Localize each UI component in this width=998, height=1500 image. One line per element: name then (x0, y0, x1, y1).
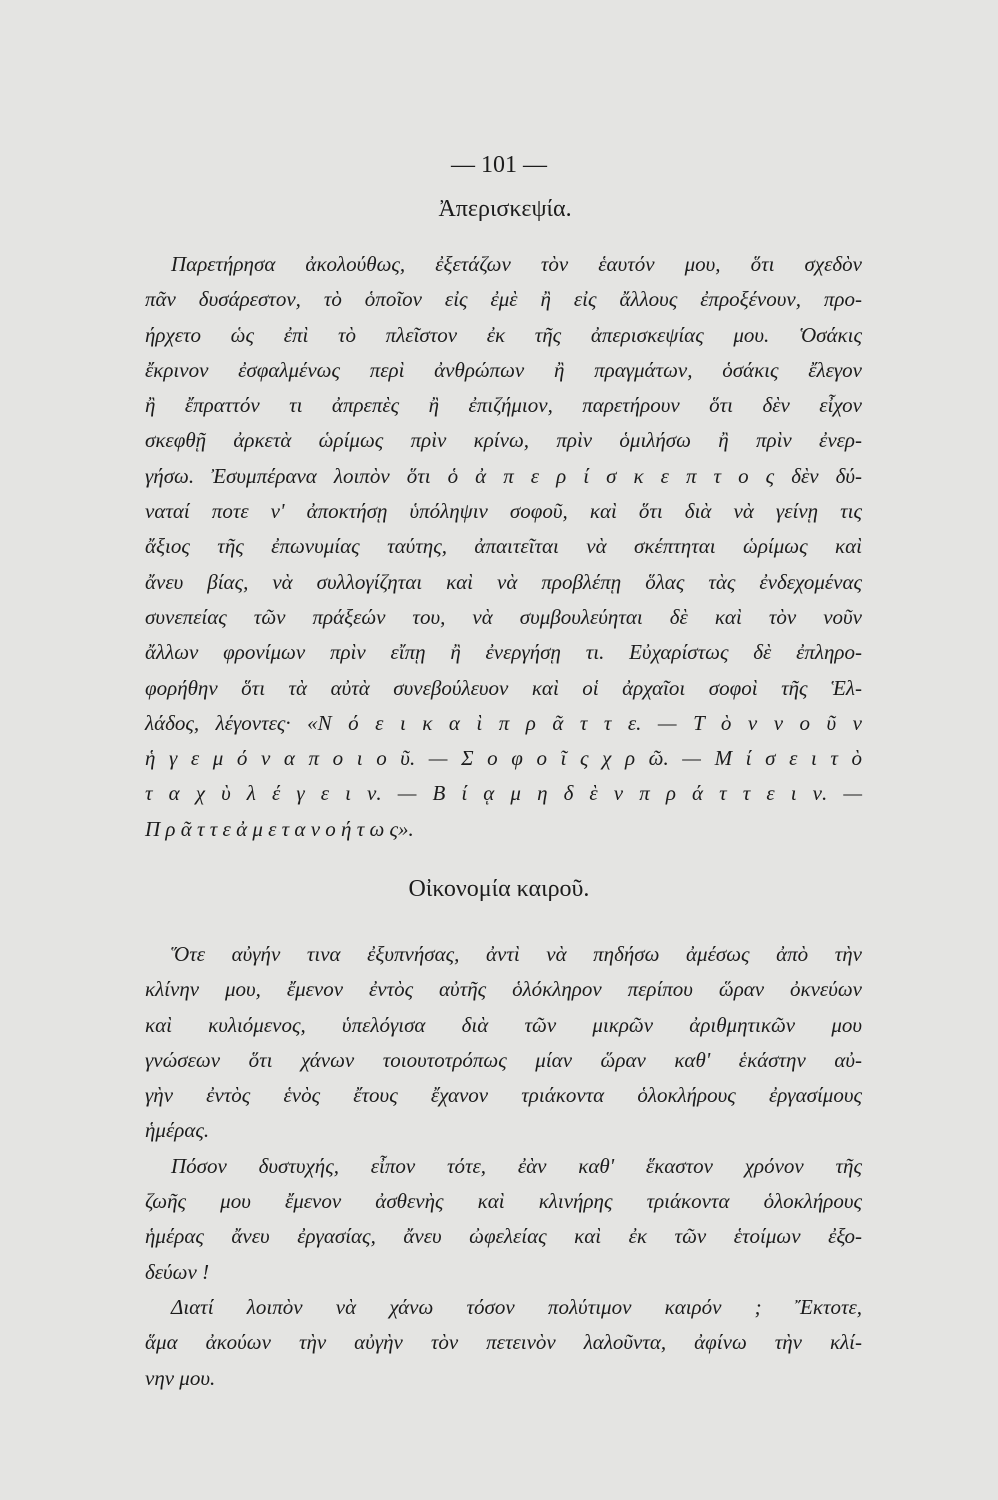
paragraph (145, 247, 862, 847)
text-line: ἄλλων φρονίμων πρὶν εἴπῃ ἢ ἐνεργήσῃ τι. Εὐχαρίστως δὲ ἐπληρο- (145, 640, 862, 665)
text-line: τ α χ ὺ λ έ γ ε ι ν. — Β ί ᾳ μ η δ ὲ ν π ρ ά τ τ ε ι ν. — (145, 781, 862, 806)
paragraph (145, 1290, 862, 1396)
text-line: ἡ γ ε μ ό ν α π ο ι ο ῦ. — Σ ο φ ο ῖ ς χ ρ ῶ. — Μ ί σ ε ι τ ὸ (145, 746, 862, 771)
text-line: γήσω. Ἐσυμπέρανα λοιπὸν ὅτι ὁ ἀ π ε ρ ί σ κ ε π τ ο ς δὲν δύ- (145, 463, 862, 488)
text-line: πᾶν δυσάρεστον, τὸ ὁποῖον εἰς ἐμὲ ἢ εἰς ἄλλους ἐπροξένουν, προ- (145, 287, 862, 312)
text-line: ἔκρινον ἐσφαλμένως περὶ ἀνθρώπων ἢ πραγμάτων, ὁσάκις ἔλεγον (145, 357, 862, 382)
text-line: ἄνευ βίας, νὰ συλλογίζηται καὶ νὰ προβλέπῃ ὅλας τὰς ἐνδεχομένας (145, 569, 862, 594)
text-line: συνεπείας τῶν πράξεών του, νὰ συμβουλεύηται δὲ καὶ τὸν νοῦν (145, 604, 862, 629)
section-body (145, 247, 862, 847)
text-line: ἅμα ἀκούων τὴν αὐγὴν τὸν πετεινὸν λαλοῦντα, ἀφίνω τὴν κλί- (145, 1330, 862, 1355)
text-line: ἢ ἔπραττόν τι ἀπρεπὲς ἢ ἐπιζήμιον, παρετήρουν ὅτι δὲν εἶχον (145, 393, 862, 418)
text-line: γνώσεων ὅτι χάνων τοιουτοτρόπως μίαν ὥραν καθ' ἑκάστην αὐ- (145, 1047, 862, 1072)
text-line: ἡμέρας. (145, 1118, 210, 1143)
text-line: Παρετήρησα ἀκολούθως, ἐξετάζων τὸν ἑαυτόν μου, ὅτι σχεδὸν (171, 252, 862, 276)
text-line: ἄξιος τῆς ἐπωνυμίας ταύτης, ἀπαιτεῖται νὰ σκέπτηται ὡρίμως καὶ (145, 534, 862, 559)
text-line: νην μου. (145, 1365, 216, 1390)
text-line: καὶ κυλιόμενος, ὑπελόγισα διὰ τῶν μικρῶν ἀριθμητικῶν μου (145, 1012, 862, 1037)
text-line: σκεφθῇ ἀρκετὰ ὡρίμως πρὶν κρίνω, πρὶν ὁμιλήσω ἢ πρὶν ἐνερ- (145, 428, 862, 453)
text-line: Π ρ ᾶ τ τ ε ἀ μ ε τ α ν ο ή τ ω ς». (145, 816, 414, 841)
text-line: ναταί ποτε ν' ἀποκτήσῃ ὑπόληψιν σοφοῦ, καὶ ὅτι διὰ νὰ γείνῃ τις (145, 499, 862, 524)
text-line: Διατί λοιπὸν νὰ χάνω τόσον πολύτιμον καιρόν ; Ἔκτοτε, (171, 1294, 862, 1319)
text-line: γὴν ἐντὸς ἑνὸς ἔτους ἔχανον τριάκοντα ὁλοκλήρους ἐργασίμους (145, 1083, 862, 1108)
section-heading: Ἀπερισκεψία. (438, 196, 572, 222)
paragraph (145, 937, 862, 1149)
text-line: δεύων ! (145, 1259, 210, 1284)
text-line: ζωῆς μου ἔμενον ἀσθενὴς καὶ κλινήρης τριάκοντα ὁλοκλήρους (145, 1189, 862, 1214)
text-line: κλίνην μου, ἔμενον ἐντὸς αὐτῆς ὁλόκληρον περίπου ὥραν ὀκνεύων (145, 977, 862, 1002)
paragraph (145, 1149, 862, 1290)
section-heading: Οἰκονομία καιροῦ. (408, 876, 590, 902)
text-line: λάδος, λέγοντες· «Ν ό ε ι κ α ὶ π ρ ᾶ τ τ ε. — Τ ὸ ν ν ο ῦ ν (145, 710, 862, 735)
text-line: φορήθην ὅτι τὰ αὐτὰ συνεβούλευον καὶ οἱ ἀρχαῖοι σοφοὶ τῆς Ἑλ- (145, 675, 862, 700)
page-number: — 101 — (451, 152, 547, 178)
text-line: ἡμέρας ἄνευ ἐργασίας, ἄνευ ὠφελείας καὶ ἐκ τῶν ἑτοίμων ἐξο- (145, 1224, 862, 1249)
text-line: Πόσον δυστυχής, εἶπον τότε, ἐὰν καθ' ἕκαστον χρόνον τῆς (171, 1153, 862, 1178)
text-line: ήρχετο ὡς ἐπὶ τὸ πλεῖστον ἐκ τῆς ἀπερισκεψίας μου. Ὁσάκις (145, 322, 862, 347)
text-line: Ὅτε αὐγήν τινα ἐξυπνήσας, ἀντὶ νὰ πηδήσω ἀμέσως ἀπὸ τὴν (171, 942, 862, 966)
section-body (145, 937, 862, 1396)
